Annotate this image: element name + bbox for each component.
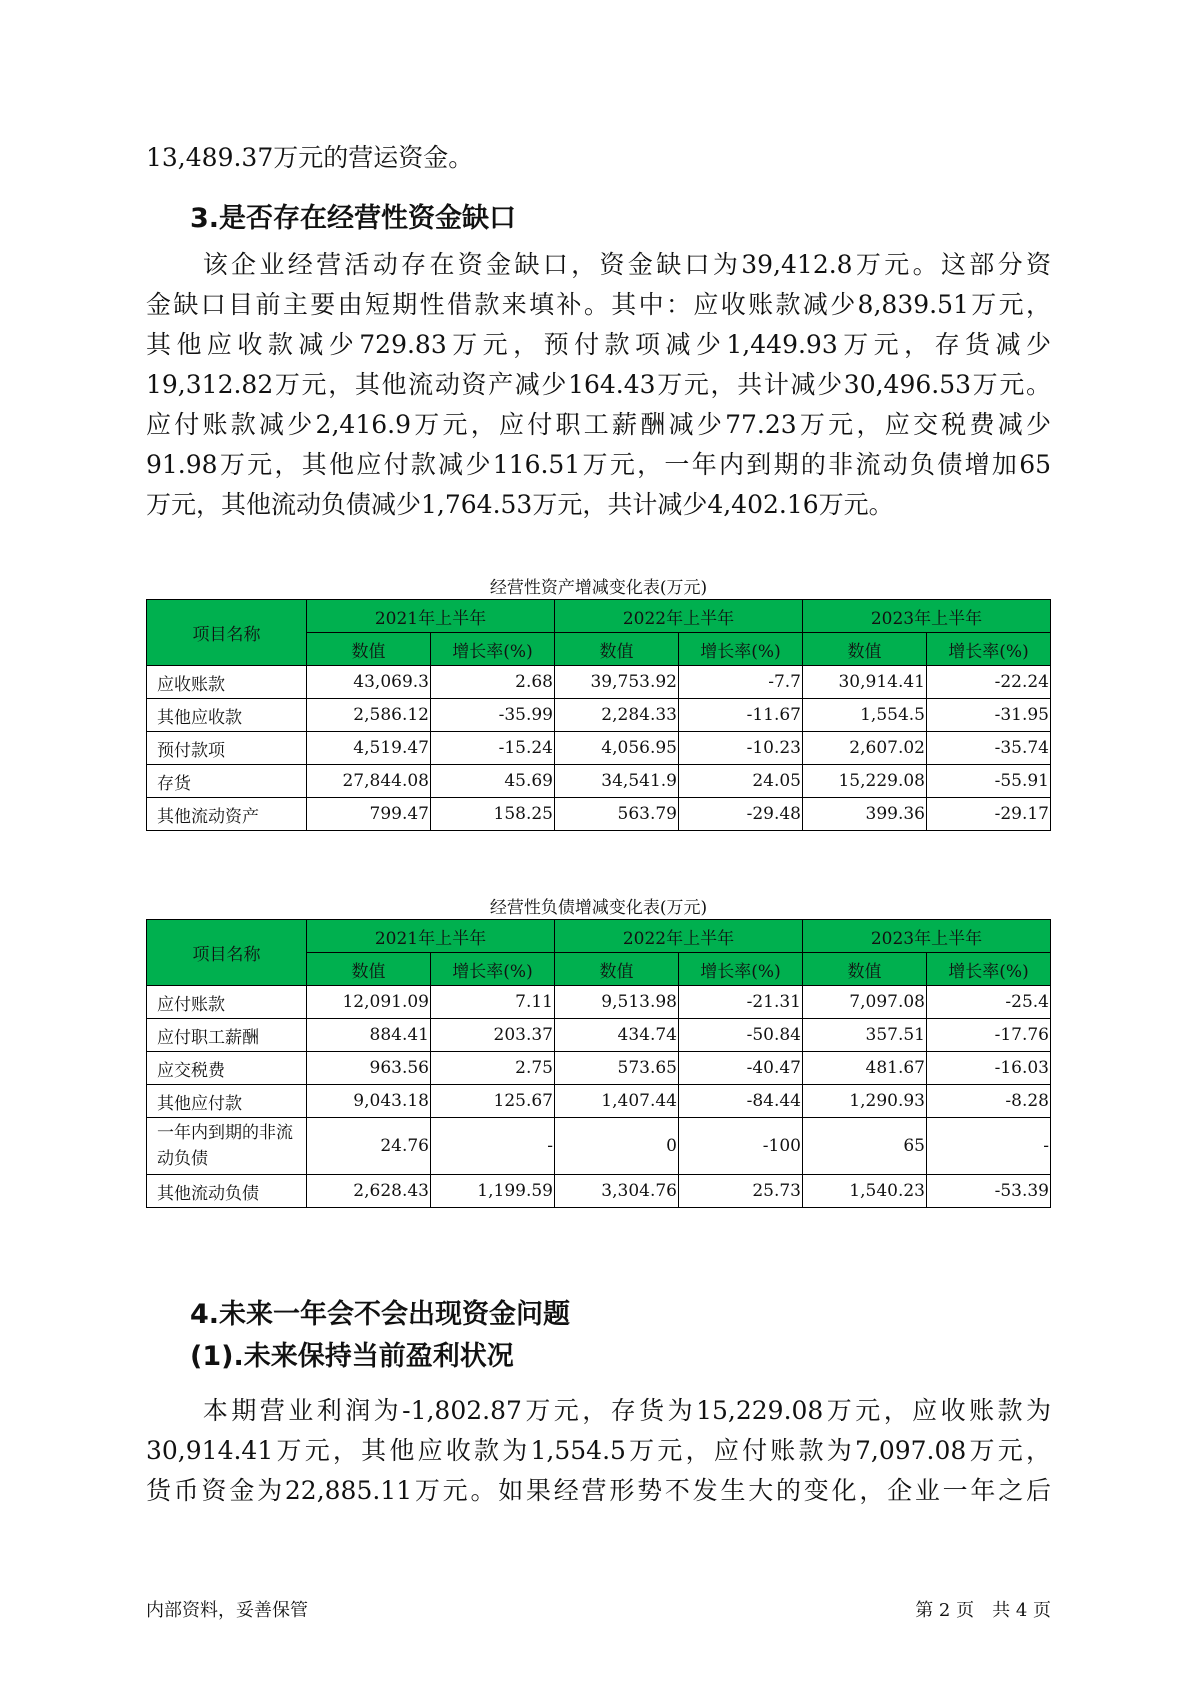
- table-row: [147, 798, 1051, 831]
- cell-value: 4,056.95: [555, 732, 679, 765]
- cell-value: 9,513.98: [555, 986, 679, 1019]
- cell-value: 434.74: [555, 1019, 679, 1052]
- period-header: 2021年上半年: [307, 920, 555, 953]
- row-name: 其他流动负债: [147, 1175, 307, 1208]
- row-name: 其他流动资产: [147, 798, 307, 831]
- cell-value: 1,290.93: [803, 1085, 927, 1118]
- cell-growth: -100: [679, 1118, 803, 1175]
- cell-growth: -: [927, 1118, 1051, 1175]
- cell-growth: 24.05: [679, 765, 803, 798]
- cell-value: 884.41: [307, 1019, 431, 1052]
- cell-value: 12,091.09: [307, 986, 431, 1019]
- cell-growth: -17.76: [927, 1019, 1051, 1052]
- row-name: 预付款项: [147, 732, 307, 765]
- table-row: [147, 1052, 1051, 1085]
- cell-value: 65: [803, 1118, 927, 1175]
- paragraph-line: 13,489.37万元的营运资金。: [146, 143, 474, 172]
- cell-value: 2,586.12: [307, 699, 431, 732]
- period-header: 2022年上半年: [555, 920, 803, 953]
- cell-growth: -29.17: [927, 798, 1051, 831]
- value-subheader: 数值: [307, 633, 431, 666]
- cell-growth: -35.99: [431, 699, 555, 732]
- table-row: [147, 1175, 1051, 1208]
- row-name: 应付账款: [147, 986, 307, 1019]
- cell-value: 39,753.92: [555, 666, 679, 699]
- cell-value: 799.47: [307, 798, 431, 831]
- section-4-paragraph: [146, 1391, 1051, 1511]
- cell-growth: -16.03: [927, 1052, 1051, 1085]
- cell-value: 3,304.76: [555, 1175, 679, 1208]
- period-header: 2023年上半年: [803, 920, 1051, 953]
- cell-value: 9,043.18: [307, 1085, 431, 1118]
- cell-growth: -31.95: [927, 699, 1051, 732]
- cell-growth: 125.67: [431, 1085, 555, 1118]
- value-subheader: 数值: [555, 953, 679, 986]
- cell-growth: 158.25: [431, 798, 555, 831]
- paragraph-line: 应付账款减少2,416.9万元，应付职工薪酬减少77.23万元，应交税费减少: [146, 410, 1051, 439]
- paragraph-line: 91.98万元，其他应付款减少116.51万元，一年内到期的非流动负债增加65: [146, 450, 1051, 479]
- footer-confidential-note: 内部资料，妥善保管: [146, 1600, 308, 1621]
- cell-growth: -40.47: [679, 1052, 803, 1085]
- cell-value: 7,097.08: [803, 986, 927, 1019]
- row-name-line: 一年内到期的非流: [157, 1123, 293, 1143]
- growth-subheader: 增长率(%): [927, 953, 1051, 986]
- cell-value: 24.76: [307, 1118, 431, 1175]
- value-subheader: 数值: [803, 633, 927, 666]
- item-name-header: 项目名称: [147, 600, 307, 666]
- intro-paragraph: [146, 138, 1051, 178]
- paragraph-line: 万元，其他流动负债减少1,764.53万元，共计减少4,402.16万元。: [146, 490, 894, 519]
- cell-value: 481.67: [803, 1052, 927, 1085]
- paragraph-line: 本期营业利润为-1,802.87万元，存货为15,229.08万元，应收账款为: [146, 1396, 1051, 1425]
- paragraph-line: 该企业经营活动存在资金缺口，资金缺口为39,412.8万元。这部分资: [146, 250, 1051, 279]
- assets-table: [146, 599, 1051, 831]
- table-row: [147, 1118, 1051, 1175]
- cell-value: 30,914.41: [803, 666, 927, 699]
- cell-value: 2,284.33: [555, 699, 679, 732]
- paragraph-line: 金缺口目前主要由短期性借款来填补。其中：应收账款减少8,839.51万元，: [146, 290, 1051, 319]
- paragraph-line: 19,312.82万元，其他流动资产减少164.43万元，共计减少30,496.53万元。: [146, 370, 1051, 399]
- cell-value: 15,229.08: [803, 765, 927, 798]
- section-4-subheading: (1).未来保持当前盈利状况: [190, 1341, 514, 1372]
- row-name: 其他应付款: [147, 1085, 307, 1118]
- table-row: [147, 666, 1051, 699]
- cell-value: 1,407.44: [555, 1085, 679, 1118]
- section-3-paragraph: [146, 245, 1051, 525]
- row-name-line: 动负债: [157, 1149, 208, 1169]
- cell-value: 563.79: [555, 798, 679, 831]
- cell-value: 963.56: [307, 1052, 431, 1085]
- cell-growth: -53.39: [927, 1175, 1051, 1208]
- liabilities-table-caption: 经营性负债增减变化表(万元): [489, 898, 708, 918]
- period-header: 2022年上半年: [555, 600, 803, 633]
- cell-growth: 45.69: [431, 765, 555, 798]
- table-row: [147, 986, 1051, 1019]
- cell-growth: -7.7: [679, 666, 803, 699]
- item-name-header: 项目名称: [147, 920, 307, 986]
- cell-value: 1,540.23: [803, 1175, 927, 1208]
- growth-subheader: 增长率(%): [431, 633, 555, 666]
- section-4-heading: 4.未来一年会不会出现资金问题: [190, 1299, 571, 1330]
- cell-value: 573.65: [555, 1052, 679, 1085]
- cell-value: 4,519.47: [307, 732, 431, 765]
- period-header: 2021年上半年: [307, 600, 555, 633]
- period-header: 2023年上半年: [803, 600, 1051, 633]
- cell-value: 0: [555, 1118, 679, 1175]
- cell-growth: 7.11: [431, 986, 555, 1019]
- cell-growth: -21.31: [679, 986, 803, 1019]
- table-row: [147, 765, 1051, 798]
- cell-growth: 25.73: [679, 1175, 803, 1208]
- cell-growth: 2.68: [431, 666, 555, 699]
- cell-growth: -35.74: [927, 732, 1051, 765]
- cell-growth: -25.4: [927, 986, 1051, 1019]
- row-name: [147, 1118, 307, 1175]
- row-name: 应收账款: [147, 666, 307, 699]
- cell-growth: 2.75: [431, 1052, 555, 1085]
- cell-value: 357.51: [803, 1019, 927, 1052]
- paragraph-line: 30,914.41万元，其他应收款为1,554.5万元，应付账款为7,097.08万元，: [146, 1436, 1051, 1465]
- cell-value: 2,628.43: [307, 1175, 431, 1208]
- cell-value: 34,541.9: [555, 765, 679, 798]
- cell-growth: -11.67: [679, 699, 803, 732]
- growth-subheader: 增长率(%): [431, 953, 555, 986]
- growth-subheader: 增长率(%): [927, 633, 1051, 666]
- footer-page-number: 第 2 页 共 4 页: [915, 1600, 1051, 1621]
- paragraph-line: 货币资金为22,885.11万元。如果经营形势不发生大的变化，企业一年之后: [146, 1476, 1051, 1505]
- cell-value: 43,069.3: [307, 666, 431, 699]
- cell-value: 2,607.02: [803, 732, 927, 765]
- value-subheader: 数值: [555, 633, 679, 666]
- cell-growth: -50.84: [679, 1019, 803, 1052]
- cell-growth: -8.28: [927, 1085, 1051, 1118]
- assets-table-caption: 经营性资产增减变化表(万元): [489, 578, 708, 598]
- cell-value: 27,844.08: [307, 765, 431, 798]
- value-subheader: 数值: [803, 953, 927, 986]
- liabilities-table: [146, 919, 1051, 1208]
- cell-growth: -29.48: [679, 798, 803, 831]
- paragraph-line: 其他应收款减少729.83万元，预付款项减少1,449.93万元，存货减少: [146, 330, 1051, 359]
- table-row: [147, 699, 1051, 732]
- row-name: 其他应收款: [147, 699, 307, 732]
- row-name: 应付职工薪酬: [147, 1019, 307, 1052]
- cell-growth: -15.24: [431, 732, 555, 765]
- cell-growth: 203.37: [431, 1019, 555, 1052]
- table-row: [147, 1085, 1051, 1118]
- cell-growth: 1,199.59: [431, 1175, 555, 1208]
- growth-subheader: 增长率(%): [679, 633, 803, 666]
- table-row: [147, 1019, 1051, 1052]
- growth-subheader: 增长率(%): [679, 953, 803, 986]
- table-row: [147, 732, 1051, 765]
- cell-growth: -22.24: [927, 666, 1051, 699]
- value-subheader: 数值: [307, 953, 431, 986]
- section-3-heading: 3.是否存在经营性资金缺口: [190, 203, 517, 234]
- cell-value: 399.36: [803, 798, 927, 831]
- cell-growth: -10.23: [679, 732, 803, 765]
- row-name: 存货: [147, 765, 307, 798]
- cell-growth: -: [431, 1118, 555, 1175]
- cell-growth: -84.44: [679, 1085, 803, 1118]
- row-name: 应交税费: [147, 1052, 307, 1085]
- cell-value: 1,554.5: [803, 699, 927, 732]
- cell-growth: -55.91: [927, 765, 1051, 798]
